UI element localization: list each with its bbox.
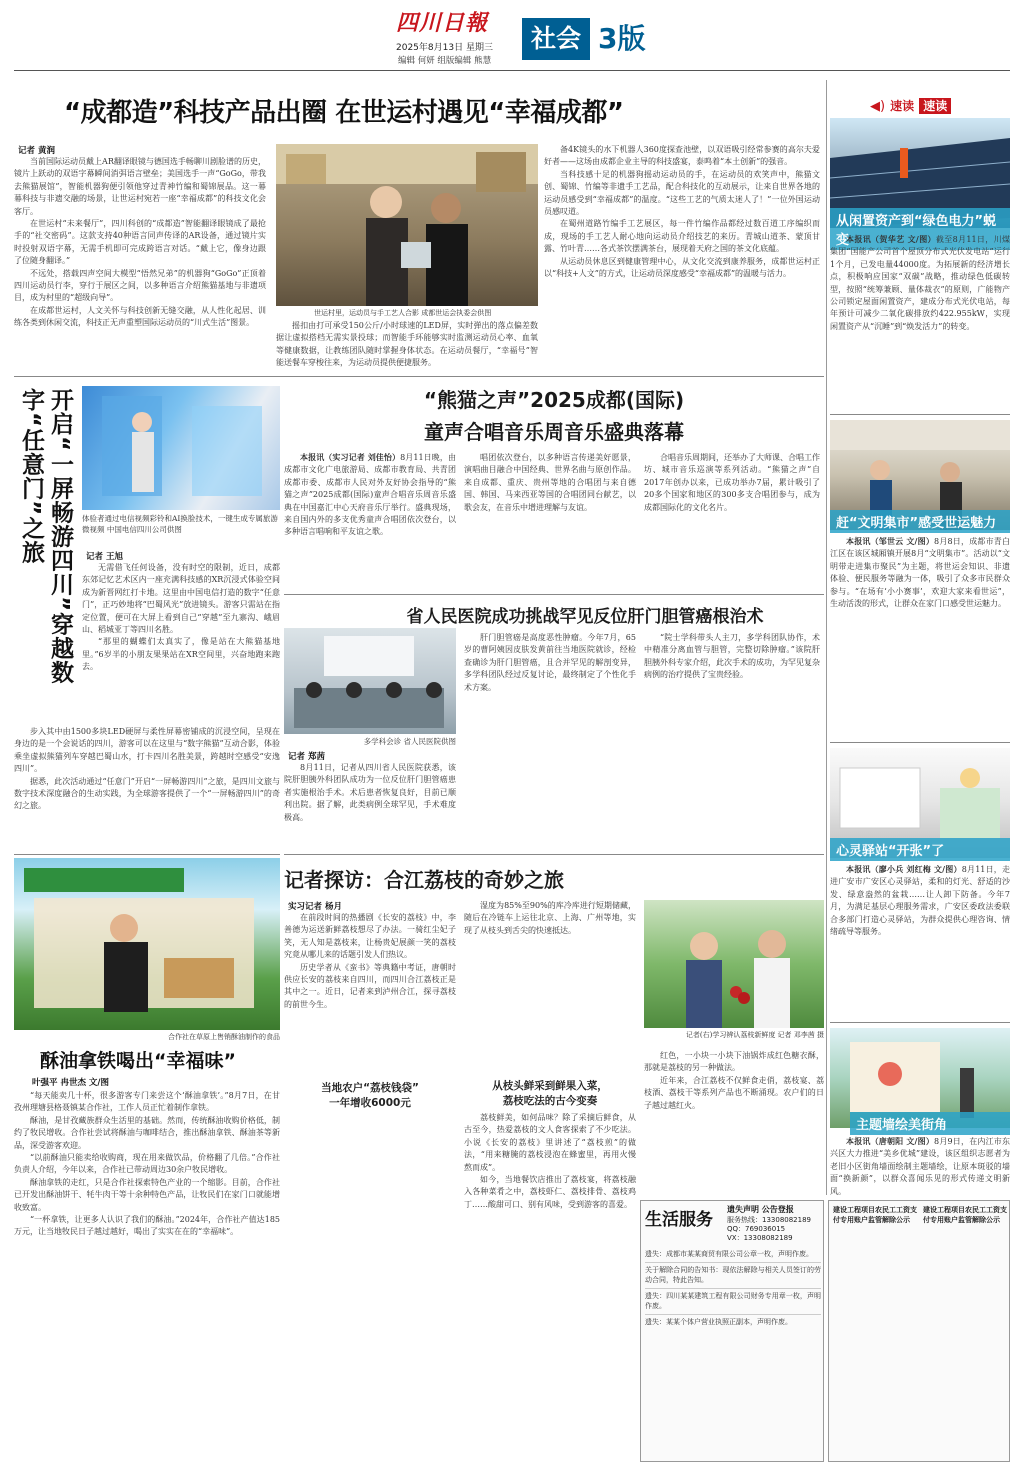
lead-photo	[276, 144, 538, 306]
lychee-photo	[644, 900, 824, 1028]
divider	[830, 742, 1010, 743]
page-label: 3版	[598, 22, 646, 55]
panda-title-2: 童声合唱音乐周音乐盛典落幕	[424, 420, 684, 444]
side-story-1	[830, 118, 1010, 408]
paragraph: 当科技感十足的机器狗摇动运动员的手，在运动员的欢笑声中，熊猫文创、蜀锦、竹编等非遗手工艺品，配合科技化的互动展示，让来自世界各地的运动员感受到“幸福成都”的温度。“这些工艺的气质太迷人了！”一位外国运动员感叹道。	[544, 169, 820, 217]
lychee-col1	[284, 912, 456, 1108]
lead-col1	[14, 156, 266, 370]
digital-photo-illustration	[82, 386, 280, 510]
digital-body	[82, 562, 280, 722]
digital-body-2	[14, 726, 280, 850]
speaker-icon: ◀)	[870, 99, 886, 114]
latte-story	[14, 858, 280, 1463]
side-banner-4: 主题墙绘美街角	[850, 1112, 1010, 1135]
side-banner-1: 从闲置资产到“绿色电力”蜕变	[830, 208, 1010, 250]
paragraph: 在成都世运村，人文关怀与科技创新无缝交融，从人性化起居、训练各类到休闲交流，科技正无声重塑国际运动员的“川式生活”图景。	[14, 305, 266, 328]
panda-story	[284, 380, 824, 590]
side-byline-2: 本报讯（邹世云 文/图）	[846, 537, 935, 546]
paragraph: 荔枝鲜美，如何品味？除了采摘后鲜食，从古至今，热爱荔枝的文人食客探索了不少吃法。小说《长安的荔枝》里讲述了“荔枝煎”的做法，“用来糖腌的荔枝浸泡在蜂蜜里，再用火慢熬而成”。	[464, 1113, 636, 1172]
classifieds-subtitle: 遗失声明 公告登报	[727, 1205, 794, 1214]
subhead-line: 一年增收6000元	[329, 1097, 411, 1109]
hospital-story	[284, 598, 824, 854]
subhead-line: 从枝头鲜采到鲜果入菜，	[492, 1080, 608, 1092]
side-story-4	[830, 1028, 1010, 1198]
section-name: 社会	[530, 24, 581, 53]
subhead-line: 荔枝吃法的古今变奏	[502, 1095, 598, 1107]
masthead-divider	[14, 70, 1010, 71]
hospital-photo-caption: 多学科会诊 省人民医院供图	[363, 737, 456, 746]
digital-story	[14, 380, 280, 850]
lead-byline: 记者 黄润	[18, 146, 55, 156]
paragraph: 8月8日，成都市青白江区在该区城厢镇开展8月“文明集市”。活动以“文明带走进集市聚民”为主题，将世运会知识、非遗体验、便民服务等融为一体，吸引了众多市民群众参与。“在场有‘小小赛事’，欢迎大家来看世运”，生动活泼的形式，让群众在家门口感受世运魅力。	[830, 537, 1010, 609]
classified-entry: 遗失：四川某某建筑工程有限公司财务专用章一枚，声明作废。	[645, 1289, 821, 1315]
classifieds-phone-2: QQ：769036015	[727, 1225, 786, 1233]
speed-read-badge: 速读	[919, 98, 951, 114]
paragraph: 在前段时间的热播剧《长安的荔枝》中，李善德为运送新鲜荔枝想尽了办法。一骑红尘妃子笑，无人知是荔枝来，让杨贵妃展颜一笑的荔枝究竟从哪儿来的话题引发人们热议。	[284, 913, 456, 960]
weekday-text: 星期三	[465, 43, 493, 53]
notice-block	[828, 1200, 1010, 1462]
divider	[830, 414, 1010, 415]
latte-photo-illustration	[14, 858, 280, 1030]
paragraph: 红色，一小块一小块下油锅炸成红色糖衣酥，那就是荔枝的另一种做法。	[644, 1051, 824, 1073]
paragraph: 在世运村“未来餐厅”，四川科创的“成都造”智能翻译眼镜成了最抢手的“社交密码”。这款支持40种语言同声传译的AR设备，通过镜片实时投射双语字幕，无需手机即可完成跨语言对话。“戴上它，像身边跟了位随身翻译。”	[14, 219, 266, 266]
paragraph: 湿度为85%至90%的库冷库进行短期储藏，随后在冷链车上运往北京、上海、广州等地，实现了从枝头到舌尖的快速抵达。	[464, 901, 636, 935]
side-banner-2: 赶“文明集市”感受世运魅力	[830, 510, 1010, 533]
lead-story	[14, 80, 824, 370]
classifieds-phone-1: 服务热线：13308082189	[727, 1216, 811, 1224]
paragraph: 摇扣由打可承受150公斤/小时球速的LED屏，实时弹出的落点偏差数据让虚拟搭档无需实景投球；而智能手环能够实时监测运动员心率、血氧等健康数据，让教练团队随时掌握身体状态。在运动员餐厅，“幸福号”智能送餐车穿梭往来，为运动员提供便捷服务。	[276, 321, 538, 368]
notice-title-2: 建设工程项目农民工工资支付专用账户监管解除公示	[923, 1206, 1007, 1224]
hospital-col2	[464, 632, 636, 854]
divider	[284, 854, 824, 855]
paragraph: 在蜀州道路竹编手工艺展区，每一件竹编作品都经过数百道工序编织而成，现场的手工艺人耐心地向运动员介绍技艺的来历。青城山道茶、蒙顶甘露、竹叶青……各式茶饮摆满茶台，展现着天府之国的茶文化底蕴。	[544, 219, 820, 254]
paragraph: “院士学科带头人主刀，多学科团队协作，术中精准分离血管与胆管，完整切除肿瘤。”该院肝胆胰外科专家介绍，此次手术的成功，为罕见复杂病例的治疗提供了宝贵经验。	[644, 633, 820, 680]
paragraph: 当前国际运动员戴上AR翻译眼镜与德国选手畅聊川剧脸谱的历史，镜片上跃动的双语字幕瞬间消弭语言壁垒；美国选手一声“GoGo，带我去熊猫展馆”，智能机器狗便引领他穿过青神竹编和蜀锦展品。这一幕幕科技与非遗交融的场景，让世运村宛若一座“幸福成都”的科技文化会客厅。	[14, 157, 266, 216]
vertical-divider	[826, 80, 827, 1195]
panda-title-1: “熊猫之声”2025成都(国际)	[423, 388, 685, 412]
divider	[14, 376, 824, 377]
latte-body	[14, 1090, 280, 1462]
paragraph: 8月9日，在内江市东兴区大力推进“美乡优城”建设，该区组织志愿者为老旧小区街角墙面绘制主题墙绘，让原本斑驳的墙面“换新颜”，以群众喜闻乐见的形式传递文明新风。	[830, 1137, 1010, 1196]
latte-byline: 叶强平 冉世杰 文/图	[32, 1078, 110, 1088]
lychee-subhead-2	[464, 1078, 636, 1108]
hospital-photo-illustration	[284, 628, 456, 734]
paragraph: 备4K镜头的水下机器人360度探查池壁，以双语吸引经常参赛的高尔夫爱好者——这场由成都企业主导的科技盛宴，泰鸣着“本土创新”的强音。	[544, 145, 820, 167]
side-text-4	[830, 1136, 1010, 1198]
lead-col3	[544, 144, 820, 370]
lychee-photo-caption: 记者(右)学习辨认荔枝新鲜度 记者 邓李茜 摄	[685, 1031, 824, 1039]
paragraph: 合唱音乐周期间，还举办了大师课、合唱工作坊、城市音乐巡演等系列活动。“熊猫之声”自2017年创办以来，已成功举办7届，累计吸引了20多个国家和地区的300多支合唱团参与，成为成都国际化的文化名片。	[644, 453, 820, 512]
panda-col2	[464, 452, 636, 588]
lychee-title: 记者探访：合江荔枝的奇妙之旅	[284, 868, 564, 892]
digital-byline: 记者 王旭	[86, 552, 123, 562]
paragraph: 酥油，是甘孜藏族群众生活里的基础。然而，传统酥油收购价格低，制约了牧民增收。合作社尝试将酥油与咖啡结合，推出酥油拿铁、酥油茶等新品，深受游客欢迎。	[14, 1115, 280, 1150]
lychee-col2	[464, 900, 636, 1010]
classified-entry: 遗失：成都市某某商贸有限公司公章一枚，声明作废。	[645, 1247, 821, 1263]
paragraph: “那里的蝴蝶们太真实了，像是站在大熊猫基地里。”6岁半的小朋友果果站在XR空间里，兴奋地跑来跑去。	[82, 637, 280, 672]
paragraph: 8月11日晚，由成都市文化广电旅游局、成都市教育局、共青团成都市委、成都市人民对外友好协会指导的“熊猫之声”2025成都(国际)童声合唱音乐周音乐盛典在中国嘉汇中心天府音乐厅举行。盛典现场，来自国内外的多支优秀童声合唱团依次登台，以多种语言唱响和平友谊之歌。	[284, 453, 456, 537]
side-text-1	[830, 234, 1010, 410]
lead-photo-illustration	[276, 144, 538, 306]
classified-entry: 遗失：某某个体户营业执照正副本，声明作废。	[645, 1317, 792, 1326]
hospital-byline: 记者 郑茜	[288, 752, 325, 762]
lychee-photo-illustration	[644, 900, 824, 1028]
section-tag	[522, 18, 590, 60]
paragraph: 8月11日，走进广安市广安区心灵驿站，柔和的灯光、舒适的沙发、绿意盎然的盆栽……让人卸下防备。今年7月，为满足基层心理服务需求，广安区委政法委联合多部门打造心灵驿站，为群众提供心理咨询、情绪疏导等服务。	[830, 865, 1010, 937]
divider	[14, 854, 280, 855]
hospital-col3	[644, 632, 820, 854]
hospital-photo	[284, 628, 456, 734]
paragraph: 无需借飞任何设备，没有时空的限制，近日，成都东郊记忆艺术区内一座充满科技感的XR沉浸式体验空间成为新晋网红打卡地。这里由中国电信打造的数字“任意门”，正巧妙地将“巴蜀风光”放进镜头。游客只需站在指定位置，便可在大屏上看到自己“穿越”至九寨沟、峨眉山、稻城亚丁等四川名胜。	[82, 563, 280, 635]
paragraph: 步入其中由1500多块LED硬屏与柔性屏幕密铺成的沉浸空间，呈现在身边的是一个会说话的四川，游客可以在这里与“数字熊猫”互动合影，体验乘坐虚拟熊猫列车穿越巴蜀山水，打卡四川名胜美景，跨越时空感受“安逸四川”。	[14, 727, 280, 774]
panda-col3	[644, 452, 820, 588]
editor-credits: 编辑 何妍 组版编辑 熊慧	[398, 56, 492, 66]
panda-byline: 本报讯（实习记者 刘佳怡）	[300, 453, 401, 462]
latte-photo	[14, 858, 280, 1030]
paragraph: 唱团依次登台，以多种语言传递美好愿景，演唱曲目融合中国经典、世界名曲与原创作品。来自成都、重庆、贵州等地的合唱团与来自德国、韩国、马来西亚等国的合唱团同台献艺，以歌会友，在音乐中增进理解与友谊。	[464, 453, 636, 512]
paragraph: “一杯拿铁，让更多人认识了我们的酥油。”2024年，合作社产值达185万元，让当地牧民日子越过越好，喝出了实实在在的“幸福味”。	[14, 1215, 280, 1237]
paragraph: 肝门胆管癌是高度恶性肿瘤。今年7月，65岁的曹阿姨因皮肤发黄前往当地医院就诊，经检查确诊为肝门胆管癌，且合并罕见的解剖变异，多学科团队经过反复讨论，最终制定了个性化手术方案。	[464, 633, 636, 692]
paragraph: 不远处，搭载四声空间大模型“悟然兄弟”的机器狗“GoGo”正顶着四川运动员行李，穿行于展区之间，以多种语言介绍熊猫基地与非遗项目，成为村里的“超级向导”。	[14, 268, 266, 303]
classifieds-title: 生活服务	[645, 1210, 713, 1230]
panda-col1	[284, 452, 456, 588]
paragraph: 据悉，此次活动通过“任意门”开启“一屏畅游四川”之旅，是四川文旅与数字技术深度融合的生动实践，为全球游客提供了一个“一屏畅游四川”的奇幻之旅。	[14, 776, 280, 811]
paragraph: 酥油拿铁的走红，只是合作社探索特色产业的一个缩影。目前，合作社已开发出酥油饼干、牦牛肉干等十余种特色产品，让牧民们在家门口就能增收致富。	[14, 1177, 280, 1212]
latte-photo-caption: 合作社在草原上售销酥油制作的食品	[168, 1033, 280, 1041]
lead-headline: “成都造”科技产品出圈 在世运村遇见“幸福成都”	[64, 98, 624, 128]
lead-photo-caption: 世运村里，运动员与手工艺人合影 成都世运会执委会供图	[314, 309, 492, 317]
masthead	[0, 0, 1024, 70]
issue-date	[396, 40, 493, 53]
date-text: 2025年8月13日	[396, 43, 464, 53]
classifieds-phone-3: VX：13308082189	[727, 1234, 793, 1242]
lychee-subhead-1	[284, 1080, 456, 1110]
paragraph: 从运动员休息区到健康管理中心，从文化交流到康养服务，成都世运村正以“科技+人文”的方式，让运动员深度感受“幸福成都”的温暖与活力。	[544, 256, 820, 279]
paragraph: 近年来，合江荔枝不仅鲜食走俏，荔枝宴、荔枝酒、荔枝干等系列产品也不断涌现。农户们的日子越过越红火。	[644, 1075, 824, 1110]
lychee-col3	[644, 1050, 824, 1196]
side-byline-3: 本报讯（廖小兵 刘红梅 文/图）	[846, 865, 962, 874]
side-story-3	[830, 748, 1010, 1018]
speed-read-label: 速读	[890, 99, 915, 113]
divider	[284, 594, 824, 595]
divider	[830, 1022, 1010, 1023]
side-byline-4: 本报讯（唐朝阳 文/图）	[846, 1137, 935, 1146]
speed-read-tag[interactable]	[870, 95, 951, 115]
classifieds-entries	[645, 1247, 821, 1457]
hospital-col1	[284, 762, 456, 854]
side-story-2	[830, 420, 1010, 720]
newspaper-logo: 四川日報	[396, 11, 489, 36]
paragraph: “以前酥油只能卖给收购商，现在用来做饮品，价格翻了几倍。”合作社负责人介绍，今年以来，合作社已带动周边30余户牧民增收。	[14, 1153, 280, 1175]
lychee-col-bottom	[464, 1112, 636, 1462]
hospital-title: 省人民医院成功挑战罕见反位肝门胆管癌根治术	[406, 607, 764, 627]
subhead-line: 当地农户“荔枝钱袋”	[321, 1082, 419, 1094]
side-text-2	[830, 536, 1010, 720]
paragraph: 8月11日，记者从四川省人民医院获悉，该院肝胆胰外科团队成功为一位反位肝门胆管癌患者实施根治手术。术后患者恢复良好，目前已顺利出院。据了解，此类病例全球罕见，手术难度极高。	[284, 763, 456, 822]
classifieds-block	[640, 1200, 824, 1462]
paragraph: 如今，当地餐饮店推出了荔枝宴，将荔枝融入各种菜肴之中，荔枝虾仁、荔枝排骨、荔枝鸡丁……酸甜可口、别有风味，受到游客的喜爱。	[464, 1175, 636, 1209]
paragraph: 截至8月11日，川煤集团“国能产公司首个屋顶分布式光伏发电站”运行1个月，已发电量44000度。为拓展新的经济增长点，积极响应国家“双碳”战略，推动绿色低碳转型，按照“统筹兼顾、量体裁衣”的原则，广能物产公司锁定屋面闲置资产，建成分布式光伏电站，每年预计可减少二氧化碳排放约422.955kW，实现闲置资产从“沉睡”到“焕发活力”的转变。	[830, 235, 1010, 331]
paragraph: “每天能卖几十杯，很多游客专门来尝这个‘酥油拿铁’。”8月7日，在甘孜州理塘县格聂镇某合作社，工作人员正忙着制作拿铁。	[14, 1091, 280, 1113]
side-text-3	[830, 864, 1010, 1018]
digital-photo	[82, 386, 280, 510]
lead-col2	[276, 320, 538, 370]
lychee-byline: 实习记者 杨月	[288, 902, 342, 912]
paragraph: 历史学者从《蛮书》等典籍中考证，唐朝时供应长安的荔枝来自四川，而四川合江荔枝正是其中之一。近日，记者来到泸州合江，探寻荔枝的前世今生。	[284, 962, 456, 1009]
digital-vertical-title: 开启“一屏畅游四川”穿越数字“任意门”之旅	[18, 388, 73, 685]
classified-entry: 关于解除合同的告知书：现依法解除与相关人员签订的劳动合同，特此告知。	[645, 1263, 821, 1289]
side-byline-1: 本报讯（贺华艺 文/图）	[846, 235, 936, 244]
notice-title-1: 建设工程项目农民工工资支付专用账户监管解除公示	[833, 1206, 917, 1224]
latte-title: 酥油拿铁喝出“幸福味”	[40, 1050, 236, 1072]
side-banner-3: 心灵驿站“开张”了	[830, 838, 1010, 861]
digital-photo-caption: 体验者通过电信视频彩铃和AI换脸技术，一键生成专属旅游微视频 中国电信四川公司供图	[82, 514, 278, 534]
